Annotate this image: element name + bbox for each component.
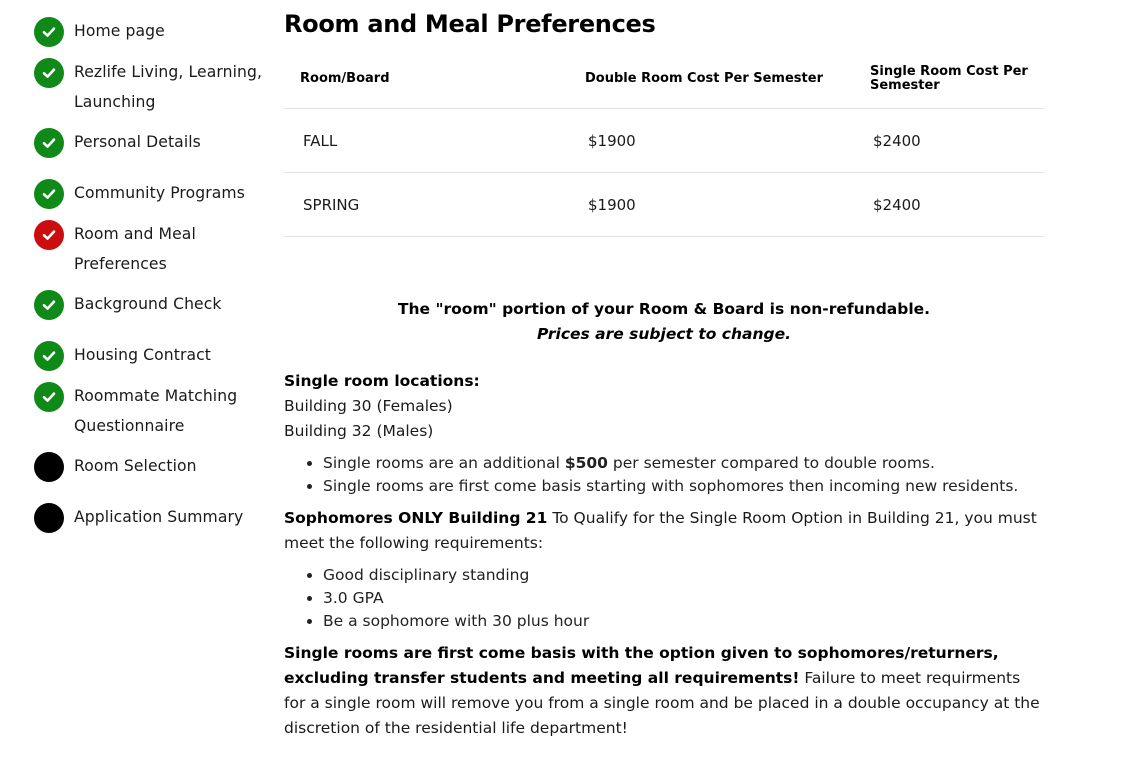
sophomore-requirements-intro bbox=[284, 506, 1044, 556]
sidebar-step-rezlife-living-learning-launching[interactable] bbox=[34, 57, 269, 117]
table-row bbox=[284, 109, 1044, 173]
semester-cell: SPRING bbox=[284, 173, 569, 237]
single-locations-heading: Single room locations: bbox=[284, 372, 480, 390]
sidebar-step-label: Application Summary bbox=[74, 508, 244, 526]
sidebar-step-roommate-matching-questionnaire[interactable] bbox=[34, 381, 269, 441]
sidebar-step-label: Community Programs bbox=[74, 184, 245, 202]
policy-text: Failure to meet requirments for a single room will remove you from a single room and be placed in a double occupancy at the discretion of the residential life department! bbox=[284, 669, 1040, 737]
sidebar-step-label: Roommate Matching Questionnaire bbox=[74, 387, 238, 435]
column-header-room-board: Room/Board bbox=[284, 50, 569, 109]
sidebar-step-background-check[interactable] bbox=[34, 289, 269, 320]
requirements-list bbox=[284, 564, 1044, 633]
list-item: • 3.0 GPA bbox=[323, 587, 1044, 610]
sophomore-text: To Qualify for the Single Room Option in Building 21, you must meet the following requirements: bbox=[284, 509, 1037, 552]
location-line: Building 32 (Males) bbox=[284, 422, 434, 440]
bullet-text: Single rooms are an additional bbox=[323, 454, 565, 472]
list-item bbox=[323, 452, 1044, 475]
single-room-locations bbox=[284, 369, 1044, 444]
sidebar-step-label: Personal Details bbox=[74, 133, 201, 151]
step-pending-icon bbox=[34, 452, 64, 482]
column-header-single-room-cost: Single Room Cost Per Semester bbox=[854, 50, 1044, 109]
location-line: Building 30 (Females) bbox=[284, 397, 453, 415]
table-header-row bbox=[284, 50, 1044, 109]
sidebar-step-label: Room Selection bbox=[74, 457, 197, 475]
double-cost-cell: $1900 bbox=[569, 109, 854, 173]
sidebar-step-label: Housing Contract bbox=[74, 346, 212, 364]
application-steps-sidebar bbox=[34, 16, 269, 533]
single-room-bullets bbox=[284, 452, 1044, 498]
policy-bold-text: Single rooms are first come basis with the option given to sophomores/returners, excluding transfer students and meeting all requirements! bbox=[284, 644, 999, 687]
list-item: • Single rooms are first come basis starting with sophomores then incoming new residents. bbox=[323, 475, 1044, 498]
single-cost-cell: $2400 bbox=[854, 173, 1044, 237]
double-cost-cell: $1900 bbox=[569, 173, 854, 237]
sidebar-step-community-programs[interactable] bbox=[34, 178, 269, 209]
column-header-double-room-cost: Double Room Cost Per Semester bbox=[569, 50, 854, 109]
sidebar-step-application-summary[interactable] bbox=[34, 502, 269, 533]
sidebar-step-label: Home page bbox=[74, 22, 165, 40]
sidebar-step-room-and-meal-preferences[interactable] bbox=[34, 219, 269, 279]
single-cost-cell: $2400 bbox=[854, 109, 1044, 173]
sidebar-step-label: Background Check bbox=[74, 295, 222, 313]
page-title: Room and Meal Preferences bbox=[284, 10, 656, 38]
bullet-text: per semester compared to double rooms. bbox=[607, 454, 935, 472]
check-icon bbox=[34, 128, 64, 158]
sidebar-step-label: Room and Meal Preferences bbox=[74, 225, 196, 273]
non-refundable-notice: The "room" portion of your Room & Board is non-refundable. bbox=[397, 300, 931, 318]
price-change-notice: Prices are subject to change. bbox=[536, 325, 792, 343]
refund-notice bbox=[284, 297, 1044, 347]
sidebar-step-personal-details[interactable] bbox=[34, 127, 269, 158]
check-icon bbox=[34, 17, 64, 47]
list-item: • Be a sophomore with 30 plus hour bbox=[323, 610, 1044, 633]
additional-cost-amount: $500 bbox=[564, 454, 608, 472]
main-content bbox=[284, 0, 1044, 741]
check-icon bbox=[34, 290, 64, 320]
sophomore-heading: Sophomores ONLY Building 21 bbox=[284, 509, 548, 527]
check-icon bbox=[34, 220, 64, 250]
table-row bbox=[284, 173, 1044, 237]
list-item: • Good disciplinary standing bbox=[323, 564, 1044, 587]
check-icon bbox=[34, 179, 64, 209]
check-icon bbox=[34, 58, 64, 88]
check-icon bbox=[34, 341, 64, 371]
sidebar-step-home-page[interactable] bbox=[34, 16, 269, 47]
sidebar-step-label: Rezlife Living, Learning, Launching bbox=[74, 63, 263, 111]
check-icon bbox=[34, 382, 64, 412]
step-pending-icon bbox=[34, 503, 64, 533]
semester-cell: FALL bbox=[284, 109, 569, 173]
room-board-rates-table bbox=[284, 50, 1044, 237]
sidebar-step-room-selection[interactable] bbox=[34, 451, 269, 482]
sidebar-step-housing-contract[interactable] bbox=[34, 340, 269, 371]
single-room-policy bbox=[284, 641, 1044, 741]
